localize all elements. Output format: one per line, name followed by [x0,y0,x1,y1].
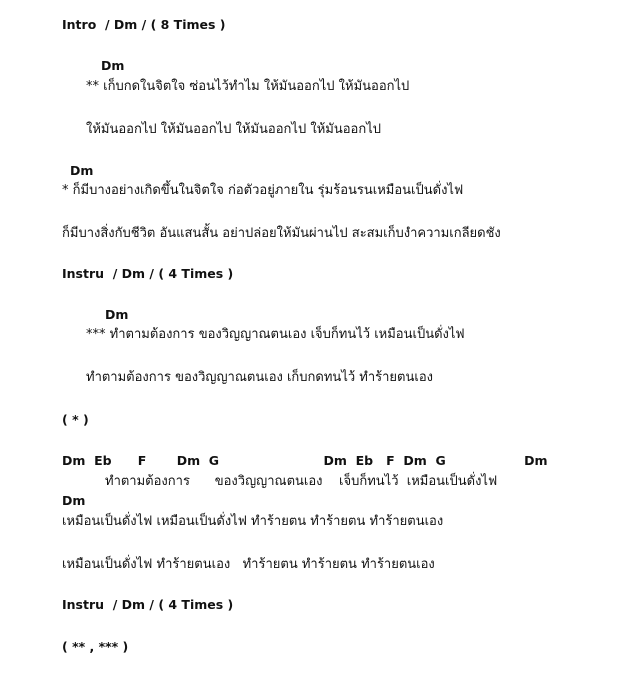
lyric-line: เหมือนเป็นดั่งไฟ ทำร้ายตนเอง ทำร้ายตน ทำร้ายตน ทำร้ายตนเอง [62,557,435,572]
repeat-marker: ( ** , *** ) [62,639,129,654]
lyric-line: *** ทำตามต้องการ ของวิญญาณตนเอง เจ็บก็ทนไว้ เหมือนเป็นดั่งไฟ [86,327,465,342]
lyric-line: ทำตามต้องการ ของวิญญาณตนเอง เจ็บก็ทนไว้ เหมือนเป็นดั่งไฟ [105,474,498,489]
chord-label: Dm [70,163,94,178]
lyric-line: ทำตามต้องการ ของวิญญาณตนเอง เก็บกดทนไว้ ทำร้ายตนเอง [86,370,433,385]
repeat-marker: ( * ) [62,412,89,427]
intro-line: Intro / Dm / ( 8 Times ) [62,17,226,32]
instru-line: Instru / Dm / ( 4 Times ) [62,266,234,281]
chord-row: Dm Eb F Dm G Dm Eb F Dm G Dm [62,453,548,468]
chord-label: Dm [62,493,86,508]
chord-label: Dm [105,307,129,322]
lyric-line: ** เก็บกดในจิตใจ ซ่อนไว้ทำไม ให้มันออกไป ให้มันออกไป [86,79,410,94]
lyric-line: ให้มันออกไป ให้มันออกไป ให้มันออกไป ให้มันออกไป [86,122,381,137]
lyric-line: ก็มีบางสิ่งกับชีวิต อันแสนสั้น อย่าปล่อยให้มันผ่านไป สะสมเก็บงำความเกลียดชัง [62,226,501,241]
lyric-line: * ก็มีบางอย่างเกิดขึ้นในจิตใจ ก่อตัวอยู่ภายใน รุ่มร้อนรนเหมือนเป็นดั่งไฟ [62,183,464,198]
instru-line: Instru / Dm / ( 4 Times ) [62,597,234,612]
chord-label: Dm [101,58,125,73]
lyric-line: เหมือนเป็นดั่งไฟ เหมือนเป็นดั่งไฟ ทำร้ายตน ทำร้ายตน ทำร้ายตนเอง [62,514,444,529]
